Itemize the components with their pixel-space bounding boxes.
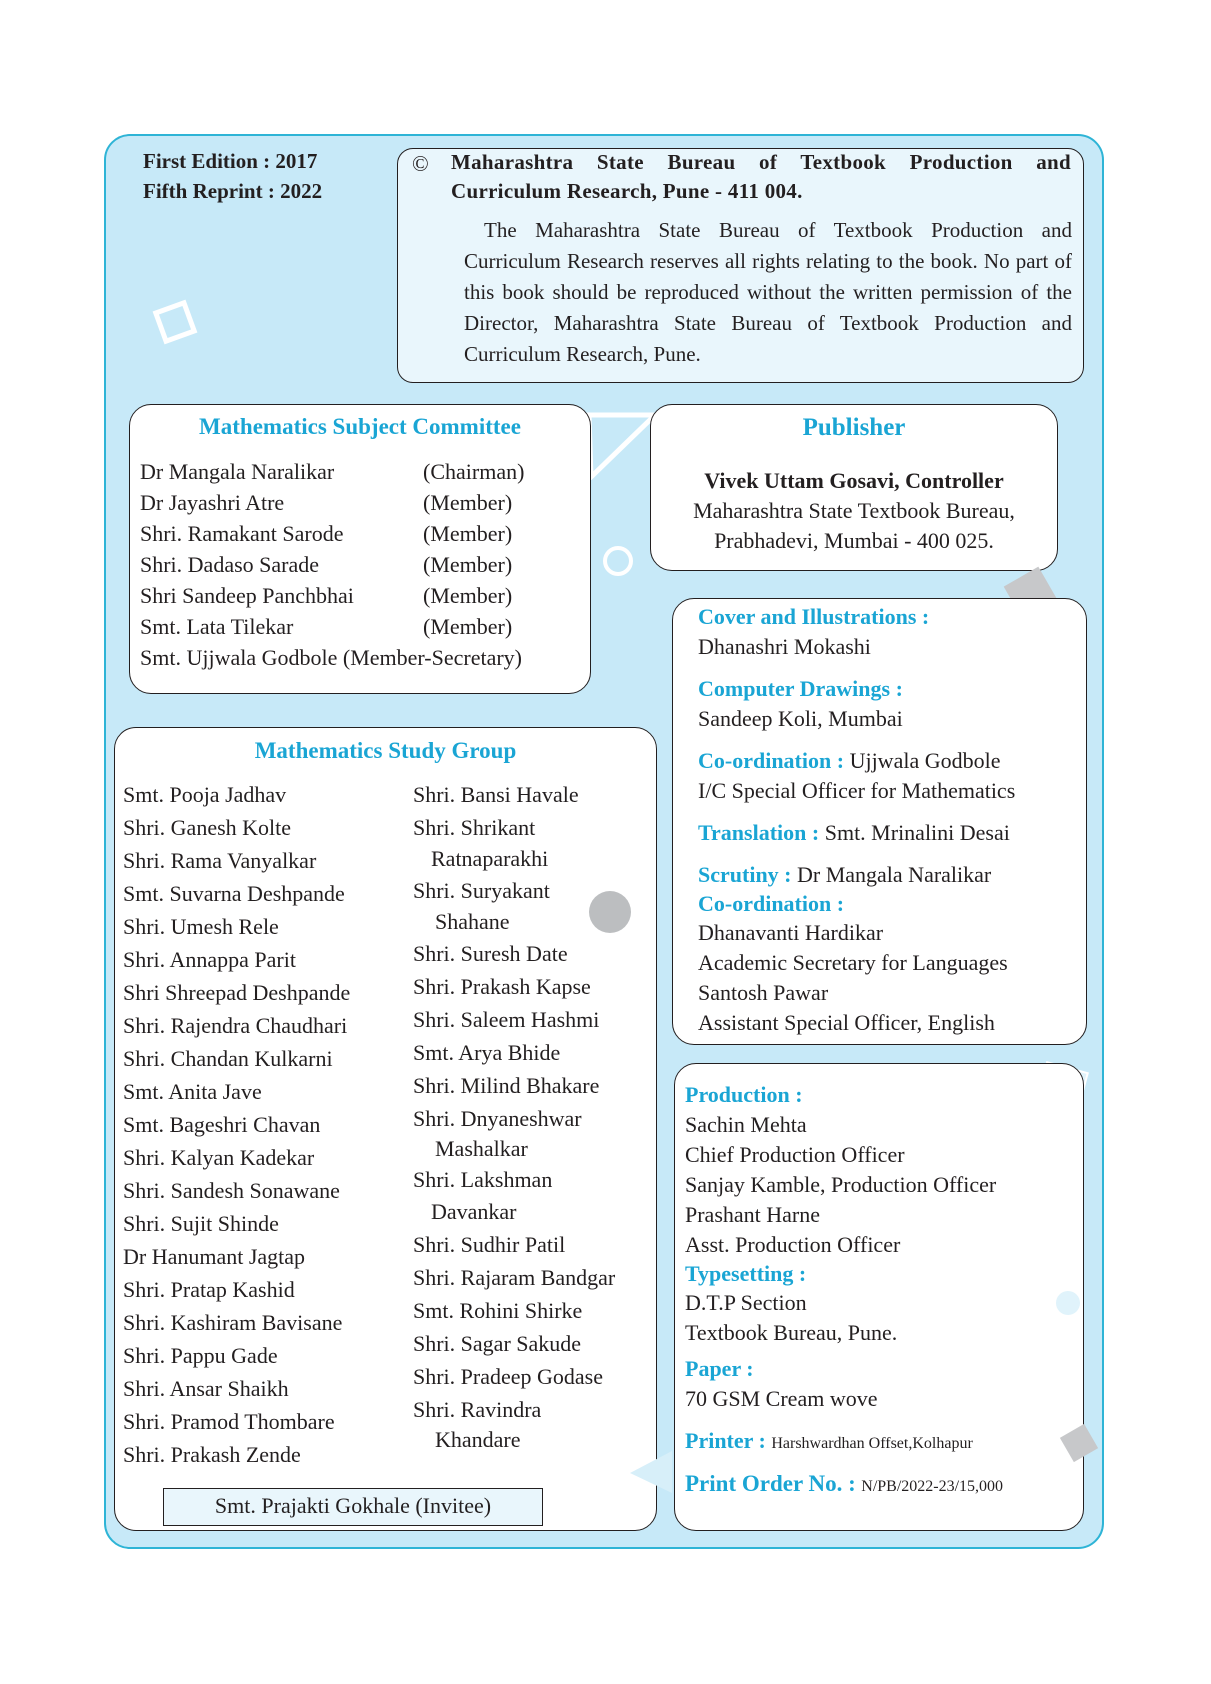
- coordination-label: Co-ordination :: [698, 748, 845, 773]
- study-group-member: Shri. Sudhir Patil: [413, 1232, 566, 1257]
- study-group-member: Shri. Pramod Thombare: [123, 1409, 335, 1434]
- production-name-1: Sachin Mehta: [685, 1112, 807, 1137]
- committee-row: [140, 580, 524, 611]
- member-name: Shri Sandeep Panchbhai: [140, 583, 354, 608]
- publisher-details: [650, 466, 1058, 556]
- member-role: (Member): [423, 552, 513, 577]
- study-group-member: Smt. Bageshri Chavan: [123, 1112, 321, 1137]
- decorative-circle-light: [1054, 1289, 1082, 1317]
- study-group-member-continued: Mashalkar: [435, 1136, 528, 1161]
- study-group-member: Shri. Lakshman: [413, 1167, 553, 1192]
- study-group-member: Shri. Pradeep Godase: [413, 1364, 604, 1389]
- typesetting-label: Typesetting :: [685, 1261, 807, 1286]
- publisher-title: Publisher: [802, 414, 906, 441]
- study-group-member-continued: Khandare: [435, 1427, 521, 1452]
- decorative-circle-grey: [588, 890, 632, 934]
- member-role: (Member): [423, 490, 513, 515]
- translation-label: Translation :: [698, 820, 820, 845]
- production-name-3: Prashant Harne: [685, 1202, 821, 1227]
- production-role-3: Asst. Production Officer: [685, 1232, 901, 1257]
- publisher-address-2: Prabhadevi, Mumbai - 400 025.: [714, 528, 994, 553]
- study-group-member: Shri. Suryakant: [413, 878, 550, 903]
- production-content: [685, 1080, 1003, 1502]
- study-group-member: Shri. Pratap Kashid: [123, 1277, 295, 1302]
- study-group-member: Shri. Ansar Shaikh: [123, 1376, 289, 1401]
- edition-info: [143, 146, 322, 206]
- study-group-member: Shri. Sandesh Sonawane: [123, 1178, 340, 1203]
- committee-row: [140, 518, 524, 549]
- member-name: Dr Jayashri Atre: [140, 490, 285, 515]
- cover-label: Cover and Illustrations :: [698, 604, 930, 629]
- member-name: Dr Mangala Naralikar: [140, 459, 335, 484]
- study-group-member: Smt. Pooja Jadhav: [123, 782, 287, 807]
- scrutiny-name: Dr Mangala Naralikar: [797, 862, 992, 887]
- paper-value: 70 GSM Cream wove: [685, 1386, 878, 1411]
- subject-committee-title: Mathematics Subject Committee: [199, 414, 521, 439]
- study-group-member: Shri. Shrikant: [413, 815, 536, 840]
- drawings-name: Sandeep Koli, Mumbai: [698, 706, 903, 731]
- printer-value: Harshwardhan Offset,Kolhapur: [771, 1435, 973, 1452]
- study-group-member: Shri. Kalyan Kadekar: [123, 1145, 315, 1170]
- committee-secretary: Smt. Ujjwala Godbole (Member-Secretary): [140, 645, 522, 670]
- scrutiny-label: Scrutiny :: [698, 862, 792, 887]
- member-name: Shri. Dadaso Sarade: [140, 552, 320, 577]
- study-group-member: Shri. Ravindra: [413, 1397, 542, 1422]
- study-group-member: Shri. Milind Bhakare: [413, 1073, 600, 1098]
- study-group-member: Shri. Saleem Hashmi: [413, 1007, 600, 1032]
- study-group-member: Smt. Rohini Shirke: [413, 1298, 583, 1323]
- drawings-label: Computer Drawings :: [698, 676, 903, 701]
- coordination-name: Ujjwala Godbole: [849, 748, 1001, 773]
- committee-row: [140, 611, 524, 642]
- study-group-column-1: [123, 778, 350, 1471]
- decorative-square-outline: [146, 293, 204, 351]
- copyright-notice: The Maharashtra State Bureau of Textbook Production and Curriculum Research reserves all rights relating to the book. No part of this book should be reproduced without the written permission of the Director, Maharashtra State Bureau of Textbook Production and Curriculum Research, Pune.: [464, 218, 1072, 366]
- fifth-reprint: Fifth Reprint : 2022: [143, 179, 323, 203]
- production-name-2: Sanjay Kamble, Production Officer: [685, 1172, 997, 1197]
- study-group-member: Shri. Sagar Sakude: [413, 1331, 582, 1356]
- study-group-member: Shri. Kashiram Bavisane: [123, 1310, 343, 1335]
- committee-row: [140, 487, 524, 518]
- member-name: Shri. Ramakant Sarode: [140, 521, 344, 546]
- decorative-triangle-outline: [585, 405, 660, 480]
- study-group-member: Dr Hanumant Jagtap: [123, 1244, 306, 1269]
- member-role: (Member): [423, 583, 513, 608]
- study-group-member-continued: Davankar: [431, 1199, 517, 1224]
- study-group-member: Shri. Ganesh Kolte: [123, 815, 292, 840]
- study-group-member: Shri. Pappu Gade: [123, 1343, 278, 1368]
- study-group-member: Shri. Prakash Zende: [123, 1442, 301, 1467]
- publisher-address-1: Maharashtra State Textbook Bureau,: [693, 498, 1015, 523]
- study-group-member: Shri. Annappa Parit: [123, 947, 296, 972]
- committee-row: [140, 456, 524, 487]
- copyright-holder: Maharashtra State Bureau of Textbook Production and Curriculum Research, Pune - 411 004.: [451, 150, 1071, 203]
- decorative-circle-outline: [600, 543, 636, 579]
- first-edition: First Edition : 2017: [143, 149, 318, 173]
- study-group-member-continued: Ratnaparakhi: [431, 846, 549, 871]
- study-group-member: Shri. Sujit Shinde: [123, 1211, 279, 1236]
- printer-label: Printer :: [685, 1428, 766, 1453]
- cover-name: Dhanashri Mokashi: [698, 634, 871, 659]
- study-group-member: Smt. Anita Jave: [123, 1079, 262, 1104]
- publisher-name: Vivek Uttam Gosavi, Controller: [704, 468, 1004, 493]
- study-group-column-2: [413, 778, 615, 1454]
- coordination-2-label: Co-ordination :: [698, 891, 845, 916]
- credits-content: [698, 602, 1015, 1038]
- translation-name: Smt. Mrinalini Desai: [824, 820, 1010, 845]
- member-name: Smt. Lata Tilekar: [140, 614, 294, 639]
- coordination-2-role-1: Academic Secretary for Languages: [698, 950, 1008, 975]
- decorative-square-grey-small: [1054, 1418, 1104, 1468]
- production-label: Production :: [685, 1082, 803, 1107]
- study-group-member: Shri. Chandan Kulkarni: [123, 1046, 333, 1071]
- study-group-title: Mathematics Study Group: [254, 738, 517, 763]
- study-group-member: Shri. Prakash Kapse: [413, 974, 591, 999]
- study-group-member: Shri. Dnyaneshwar: [413, 1106, 582, 1131]
- study-group-member: Shri. Umesh Rele: [123, 914, 279, 939]
- typesetting-line-1: D.T.P Section: [685, 1290, 807, 1315]
- committee-list: [140, 456, 524, 673]
- committee-row: [140, 549, 524, 580]
- coordination-role: I/C Special Officer for Mathematics: [698, 778, 1016, 803]
- production-role-1: Chief Production Officer: [685, 1142, 905, 1167]
- invitee-name: Smt. Prajakti Gokhale (Invitee): [214, 1493, 492, 1518]
- study-group-member: Smt. Suvarna Deshpande: [123, 881, 345, 906]
- member-role: (Member): [423, 614, 513, 639]
- coordination-2-name-2: Santosh Pawar: [698, 980, 829, 1005]
- member-role: (Member): [423, 521, 513, 546]
- coordination-2-role-2: Assistant Special Officer, English: [698, 1010, 995, 1035]
- study-group-member: Shri Shreepad Deshpande: [123, 980, 351, 1005]
- coordination-2-name-1: Dhanavanti Hardikar: [698, 920, 884, 945]
- study-group-member: Smt. Arya Bhide: [413, 1040, 561, 1065]
- invitee-box: [163, 1488, 543, 1526]
- study-group-member: Shri. Bansi Havale: [413, 782, 579, 807]
- study-group-member: Shri. Rama Vanyalkar: [123, 848, 317, 873]
- print-order-label: Print Order No. :: [685, 1471, 856, 1496]
- study-group-member: Shri. Rajaram Bandgar: [413, 1265, 616, 1290]
- study-group-member: Shri. Rajendra Chaudhari: [123, 1013, 348, 1038]
- member-role: (Chairman): [423, 459, 525, 484]
- study-group-member: Shri. Suresh Date: [413, 941, 568, 966]
- study-group-member-continued: Shahane: [435, 909, 510, 934]
- decorative-triangle-light: [626, 1447, 676, 1497]
- print-order-value: N/PB/2022-23/15,000: [861, 1478, 1004, 1495]
- paper-label: Paper :: [685, 1356, 754, 1381]
- typesetting-line-2: Textbook Bureau, Pune.: [685, 1320, 898, 1345]
- copyright-symbol: ©: [412, 151, 429, 176]
